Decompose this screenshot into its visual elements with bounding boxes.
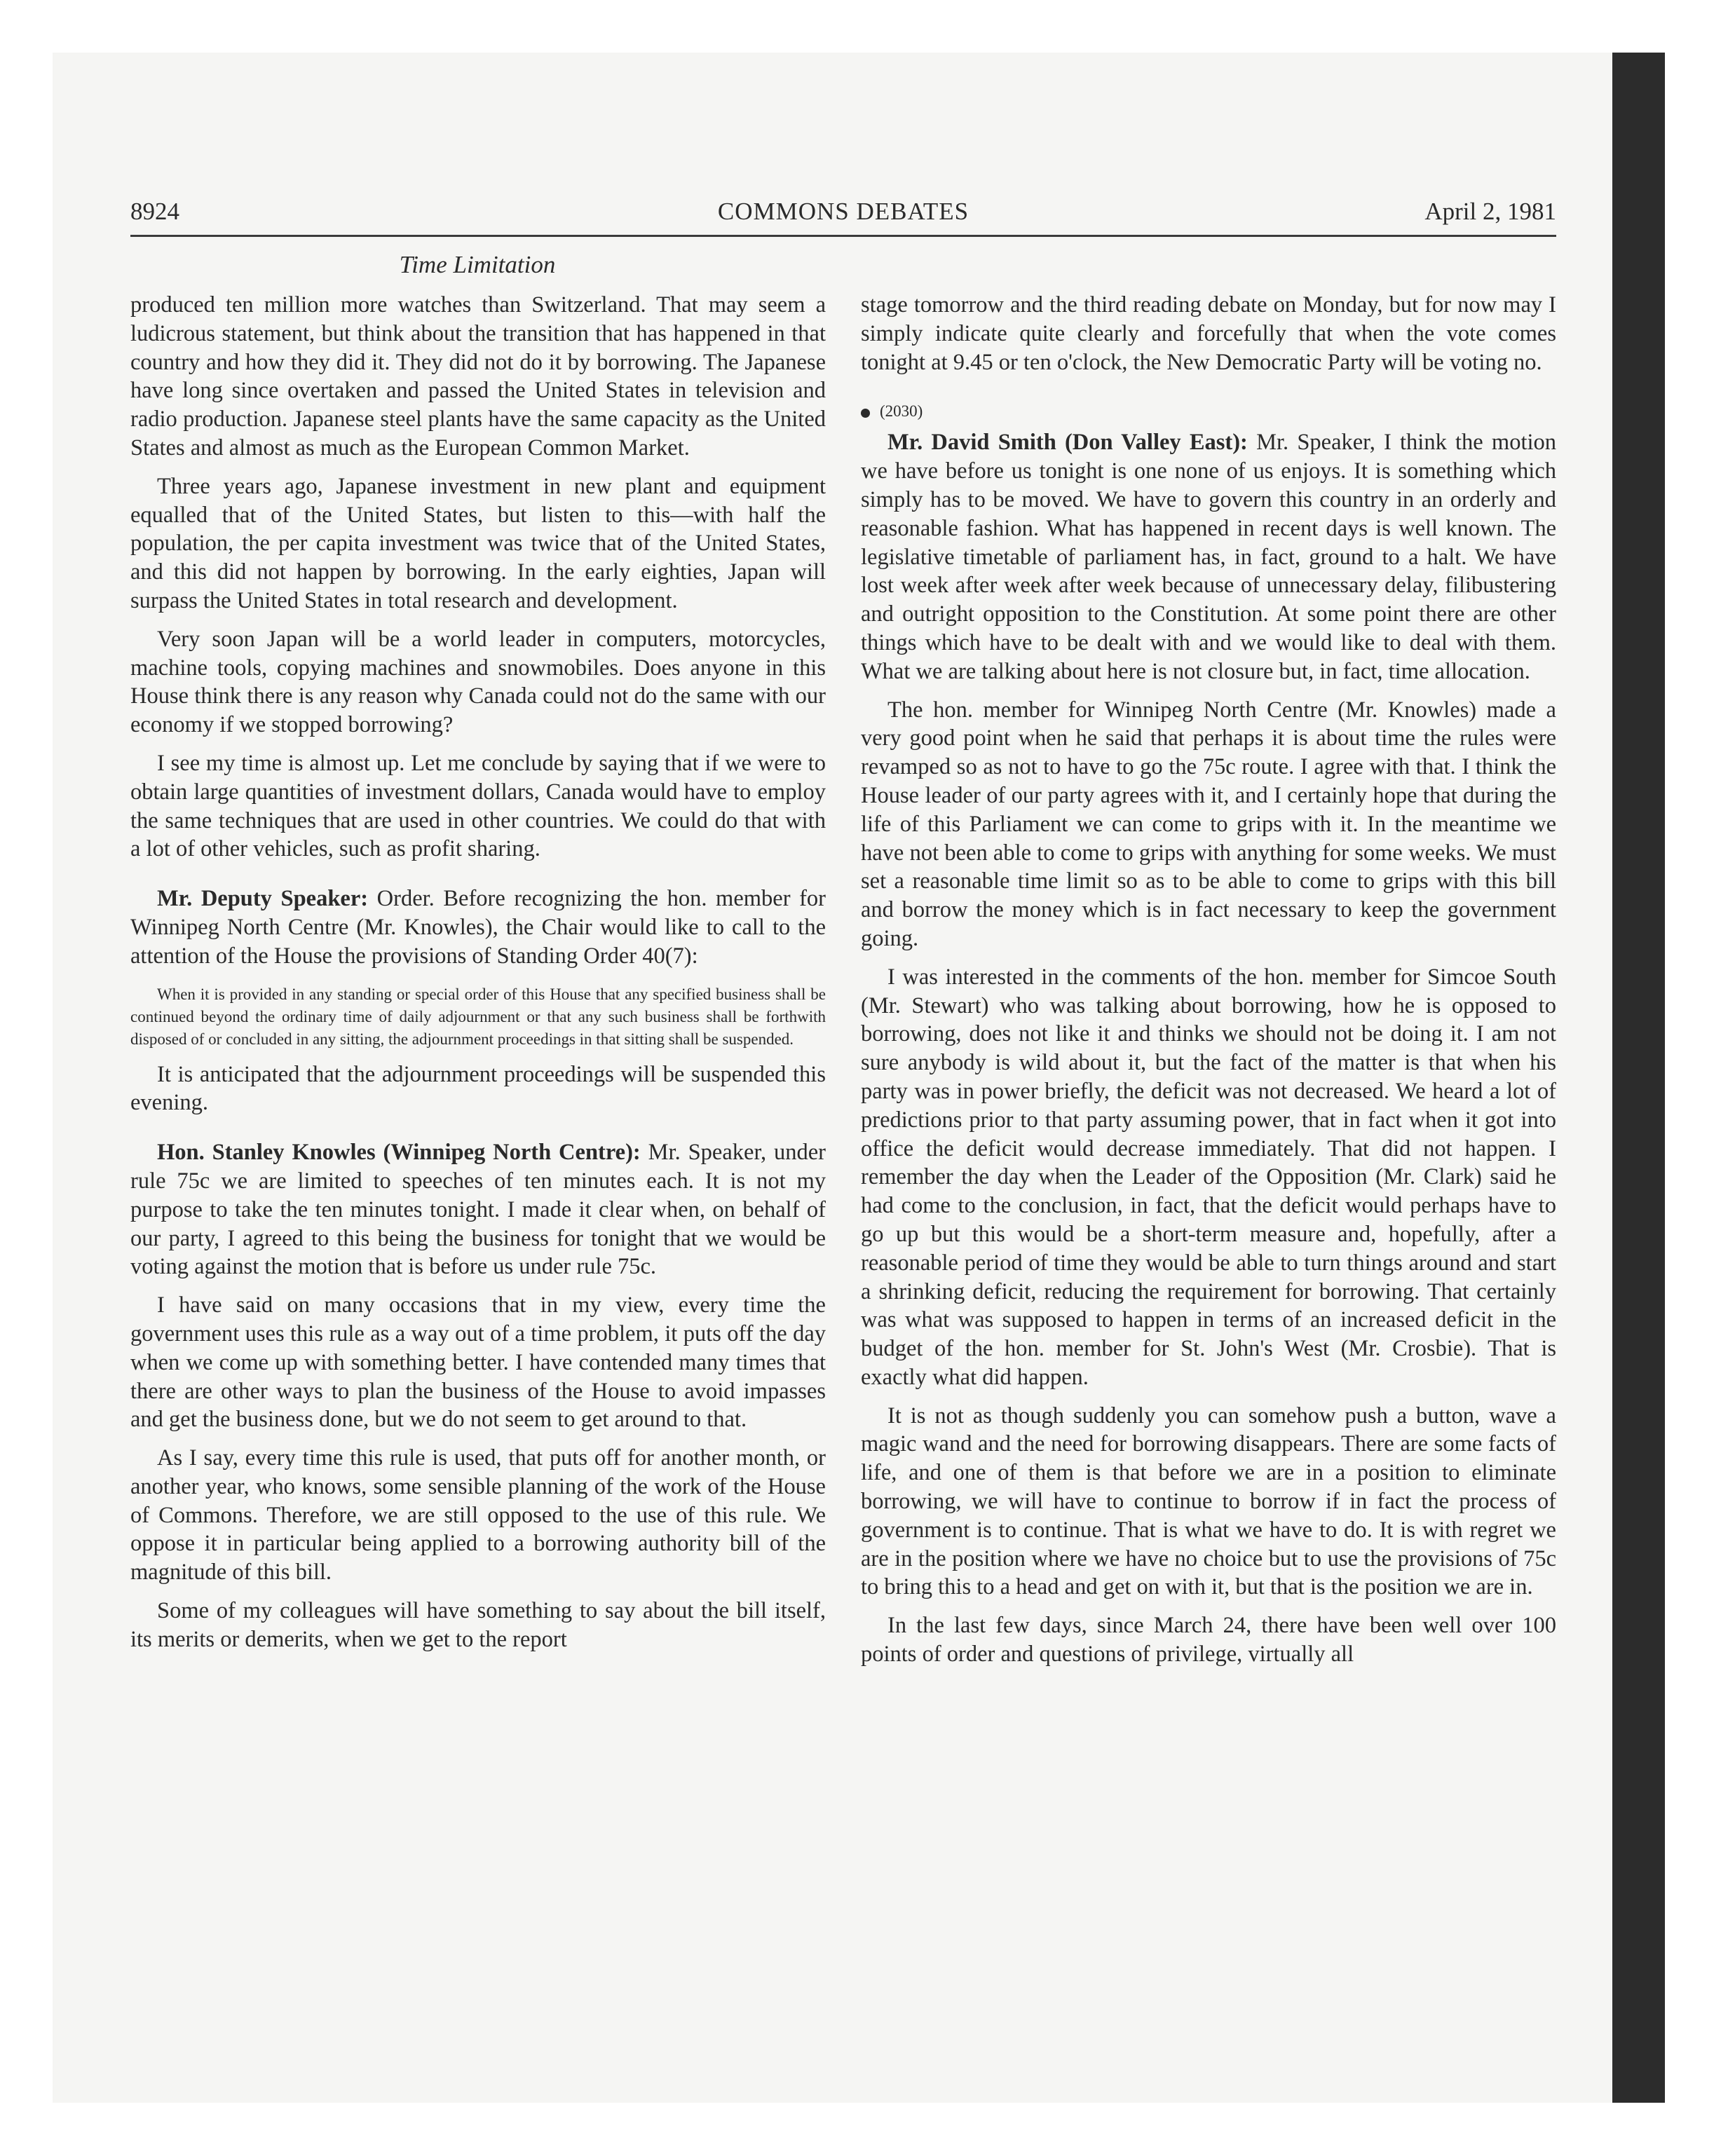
paragraph: It is anticipated that the adjournment proceedings will be suspended this evening. [130,1061,826,1116]
time-marker [861,397,1556,425]
standing-order-quote: When it is provided in any standing or special order of this House that any specified business shall be continued beyond the ordinary time of daily adjournment or that any such business shall be forthwith disposed of or concluded in any sitting, the adjournment proceedings in that sitting shall be suspended. [130,985,826,1048]
paragraph: As I say, every time this rule is used, that puts off for another month, or another year, who knows, some sensible planning of the work of the House of Commons. Therefore, we are still opposed to the use of this rule. We oppose it in particular being applied to a borrowing authority bill of the magnitude of this bill. [130,1445,826,1585]
binding-edge [1612,53,1665,2103]
speech-paragraph [130,1138,826,1281]
header-rule [130,235,1556,237]
paragraph: Some of my colleagues will have something to say about the bill itself, its merits or demerits, when we get to the report [130,1598,826,1652]
paragraph: produced ten million more watches than Switzerland. That may seem a ludicrous statement, but think about the transition that has happened in that country and how they did it. They did not do it by borrowing. The Japanese have long since overtaken and passed the United States in television and radio production. Japanese steel plants have the same capacity as the United States and almost as much as the European Common Market. [130,292,826,460]
speech-text: Mr. Speaker, I think the motion we have before us tonight is one none of us enjoys. It is something which simply has to be moved. We have to govern this country in an orderly and reasonable fashion. What has happened in recent days is well known. The legislative timetable of parliament has, in fact, ground to a halt. We have lost week after week after week because of unnecessary delay, filibustering and outright opposition to the Constitution. At some point there are other things which have to be dealt with and we would like to deal with them. What we are talking about here is not closure but, in fact, time allocation. [861,430,1556,684]
paragraph: Very soon Japan will be a world leader in computers, motorcycles, machine tools, copying machines and snowmobiles. Does anyone in this House think there is any reason why Canada could not do the same with our economy if we stopped borrowing? [130,626,826,738]
speech-paragraph [861,428,1556,685]
paragraph: stage tomorrow and the third reading debate on Monday, but for now may I simply indicate quite clearly and forcefully that when the vote comes tonight at 9.45 or ten o'clock, the New Democratic Party will be voting no. [861,292,1556,375]
paragraph: It is not as though suddenly you can somehow push a button, wave a magic wand and the need for borrowing disappears. There are some facts of life, and one of them is that before we are in a position to eliminate borrowing, we will have to continue to borrow if in fact the process of government is to continue. That is what we have to do. It is with regret we are in the position where we have no choice but to use the provisions of 75c to bring this to a head and get on with it, but that is the position we are in. [861,1403,1556,1600]
section-heading: Time Limitation [399,251,556,278]
bullet-icon [861,409,870,418]
running-head [130,198,1556,240]
page-number: 8924 [130,198,179,225]
speech-text: Order. Before recognizing the hon. member for Winnipeg North Centre (Mr. Knowles), the Chair would like to call to the attention of the House the provisions of Standing Order 40(7): [130,886,826,969]
time-marker-text: (2030) [880,402,923,421]
speech-paragraph [130,885,826,970]
paragraph: I was interested in the comments of the hon. member for Simcoe South (Mr. Stewart) who was talking about borrowing, how he is opposed to borrowing, does not like it and thinks we should not be doing it. I am not sure anybody is wild about it, but the fact of the matter is that when his party was in power briefly, the deficit was not decreased. We heard a lot of predictions prior to that party assuming power, that in fact when it got into office the deficit would decrease immediately. That did not happen. I remember the day when the Leader of the Opposition (Mr. Clark) said he had come to the conclusion, in fact, that the deficit would perhaps have to go up but this would be a short-term measure and, hopefully, after a reasonable period of time they would be able to turn things around and start a shrinking deficit, reducing the requirement for borrowing. That certainly was what was supposed to happen in terms of an increased deficit in the budget of the hon. member for St. John's West (Mr. Crosbie). That is exactly what did happen. [861,964,1556,1390]
paragraph: In the last few days, since March 24, there have been well over 100 points of order and questions of privilege, virtually all [861,1613,1556,1667]
speaker-name: Mr. David Smith (Don Valley East): [887,430,1248,456]
publication-title: COMMONS DEBATES [717,198,969,225]
speech-text: Mr. Speaker, under rule 75c we are limited to speeches of ten minutes each. It is not my purpose to take the ten minutes tonight. I made it clear when, on behalf of our party, I agreed to this being the business for tonight that we would be voting against the motion that is before us under rule 75c. [130,1140,826,1280]
paragraph: I have said on many occasions that in my view, every time the government uses this rule as a way out of a time problem, it puts off the day when we come up with something better. I have contended many times that there are other ways to plan the business of the House to avoid impasses and get the business done, but we do not seem to get around to that. [130,1292,826,1433]
left-column [130,291,826,1654]
speaker-name: Mr. Deputy Speaker: [157,886,369,912]
paragraph: Three years ago, Japanese investment in new plant and equipment equalled that of the United States, but listen to this—with half the population, the per capita investment was twice that of the United States, and this did not happen by borrowing. In the early eighties, Japan will surpass the United States in total research and development. [130,473,826,613]
paragraph: I see my time is almost up. Let me conclude by saying that if we were to obtain large quantities of investment dollars, Canada would have to employ the same techniques that are used in other countries. We could do that with a lot of other vehicles, such as profit sharing. [130,750,826,862]
paragraph: The hon. member for Winnipeg North Centre (Mr. Knowles) made a very good point when he said that perhaps it is about time the rules were revamped so as not to have to go the 75c route. I agree with that. I think the House leader of our party agrees with it, and I certainly hope that during the life of this Parliament we can come to grips with it. In the meantime we have not been able to come to grips with anything for some weeks. We must set a reasonable time limit so as to be able to come to grips with this bill and borrow the money which is in fact necessary to keep the government going. [861,697,1556,951]
right-column [861,291,1556,1669]
speaker-name: Hon. Stanley Knowles (Winnipeg North Centre): [157,1140,641,1166]
issue-date: April 2, 1981 [1424,198,1556,225]
